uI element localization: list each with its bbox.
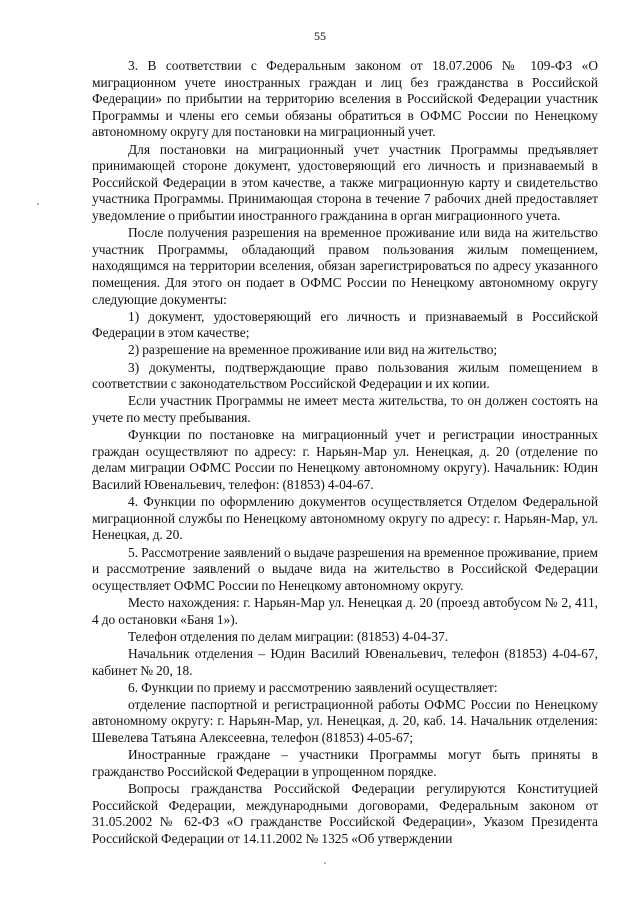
paragraph-office-head: Начальник отделения – Юдин Василий Ювенальевич, телефон (81853) 4-04-67, кабинет № 20, 18. <box>92 645 598 678</box>
paragraph-residence-registration: После получения разрешения на временное проживание или вида на жительство участник Программы, обладающий правом пользования жилым помещением, находящимся на территории вселения, обязан зарегистрироваться по адресу указанного помещения. Для этого он подает в ОФМС России по Ненецкому автономному округу следующие документы: <box>92 225 598 307</box>
paragraph-migration-registration-law: 3. В соответствии с Федеральным законом от 18.07.2006 № 109-ФЗ «О миграционном учете иностранных граждан и лиц без гражданства в Российской Федерации» по прибытии на территорию вселения в Российской Федерации участник Программы и члены его семьи обязаны обратиться в ОФМС России по Ненецкому автономному округу для постановки на миграционный учет. <box>92 58 598 140</box>
paragraph-registration-documents: Для постановки на миграционный учет участник Программы предъявляет принимающей стороне документ, удостоверяющий его личность и признаваемый в Российской Федерации в этом качестве, а также миграционную карту и свидетельство участника Программы. Принимающая сторона в течение 7 рабочих дней предоставляет уведомление о прибытии иностранного гражданина в орган миграционного учета. <box>92 141 598 223</box>
paragraph-temporary-stay: Если участник Программы не имеет места жительства, то он должен состоять на учете по месту пребывания. <box>92 393 598 426</box>
paragraph-migration-office-address: Функции по постановке на миграционный учет и регистрации иностранных граждан осуществляют по адресу: г. Нарьян-Мар ул. Ненецкая, д. 20 (отделение по делам миграции ОФМС России по Ненецкому автономному округу). Начальник: Юдин Василий Ювенальевич, телефон: (81853) 4-04-67. <box>92 427 598 492</box>
paragraph-office-phone: Телефон отделения по делам миграции: (81853) 4-04-37. <box>128 628 449 644</box>
list-item-identity-document: 1) документ, удостоверяющий его личность и признаваемый в Российской Федерации в этом качестве; <box>92 308 598 341</box>
scan-speck <box>324 862 326 864</box>
paragraph-application-functions: 6. Функции по приему и рассмотрению заявлений осуществляет: <box>128 679 498 695</box>
scan-speck <box>37 203 39 205</box>
paragraph-applications-review: 5. Рассмотрение заявлений о выдаче разрешения на временное проживание, прием и рассмотрение заявлений о выдаче вида на жительство в Российской Федерации осуществляет ОФМС России по Ненецкому автономному округу. <box>92 544 598 593</box>
page-body <box>92 58 598 848</box>
paragraph-document-processing: 4. Функции по оформлению документов осуществляется Отделом Федеральной миграционной службы по Ненецкому автономному округу по адресу: г. Нарьян-Мар, ул. Ненецкая, д. 20. <box>92 494 598 543</box>
paragraph-office-location: Место нахождения: г. Нарьян-Мар ул. Ненецкая д. 20 (проезд автобусом № 2, 411, 4 до остановки «Баня 1»). <box>92 594 598 627</box>
list-item-residence-permit: 2) разрешение на временное проживание или вид на жительство; <box>128 342 498 358</box>
list-item-housing-documents: 3) документы, подтверждающие право пользования жилым помещением в соответствии с законодательством Российской Федерации и их копии. <box>92 359 598 392</box>
paragraph-passport-department: отделение паспортной и регистрационной работы ОФМС России по Ненецкому автономному округу: г. Нарьян-Мар, ул. Ненецкая, д. 20, каб. 14. Начальник отделения: Шевелева Татьяна Алексеевна, телефон (81853) 4-05-67; <box>92 696 598 746</box>
paragraph-citizenship-regulation: Вопросы гражданства Российской Федерации регулируются Конституцией Российской Федерации, международными договорами, Федеральным законом от 31.05.2002 № 62-ФЗ «О гражданстве Российской Федерации», Указом Президента Российской Федерации от 14.11.2002 № 1325 «Об утверждении <box>92 781 598 846</box>
page-number: 55 <box>314 29 326 43</box>
paragraph-citizenship-simplified: Иностранные граждане – участники Программы могут быть приняты в гражданство Российской Федерации в упрощенном порядке. <box>92 747 598 779</box>
